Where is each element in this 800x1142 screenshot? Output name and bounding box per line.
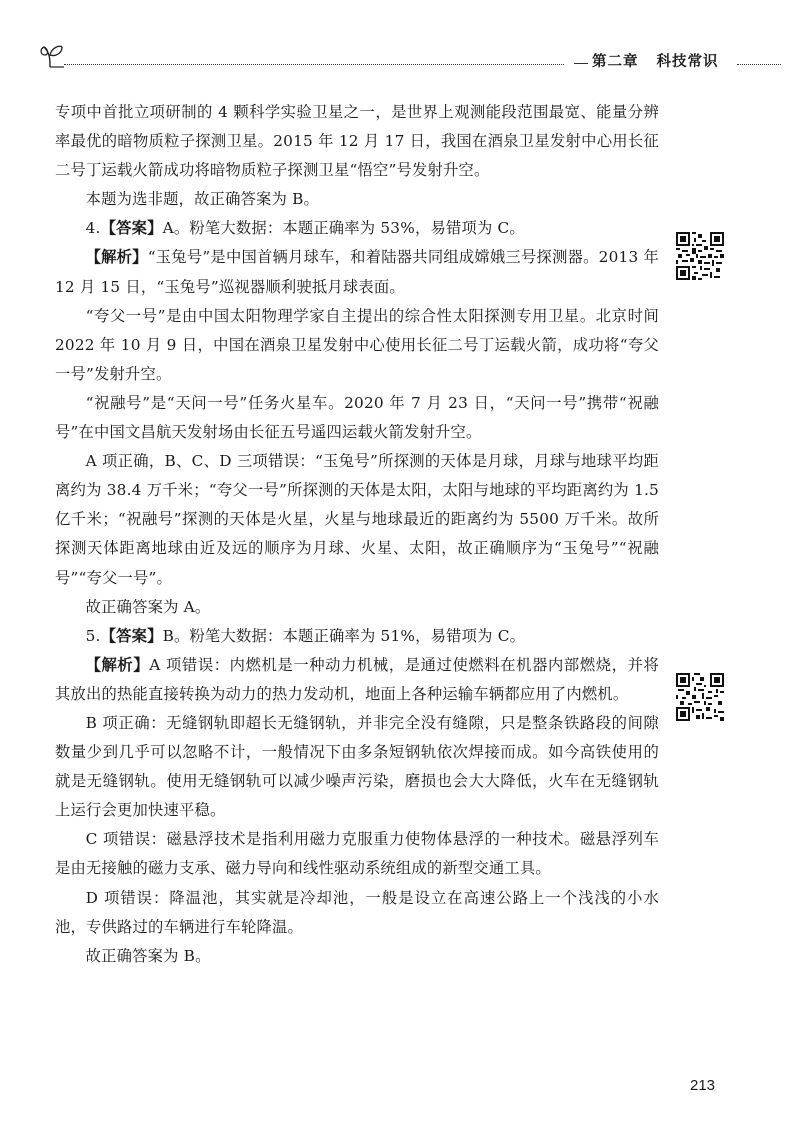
paragraph: A 项正确，B、C、D 三项错误：“玉兔号”所探测的天体是月球，月球与地球平均距离约为 38.4 万千米；“夸父一号”所探测的天体是太阳，太阳与地球的平均距离约为 1.5 亿千米；“祝融号”探测的天体是火星，火星与地球最近的距离约为 5500 万千米。故所探测天体距离地球由近及远的顺序为月球、火星、太阳，故正确顺序为“玉兔号”“祝融号”“夸父一号”。 xyxy=(55,452,659,587)
paragraph: “祝融号”是“天问一号”任务火星车。2020 年 7 月 23 日，“天问一号”携带“祝融号”在中国文昌航天发射场由长征五号遥四运载火箭发射升空。 xyxy=(55,393,659,442)
header-rule-dash xyxy=(574,63,588,64)
chapter-heading xyxy=(592,50,719,71)
header-rule-left xyxy=(64,64,564,65)
answer-tag: 【答案】 xyxy=(100,219,163,238)
analysis-4: 【解析】“玉兔号”是中国首辆月球车，和着陆器共同组成嫦娥三号探测器。2013 年 12 月 15 日，“玉兔号”巡视器顺利驶抵月球表面。 xyxy=(55,248,659,296)
page-header xyxy=(0,0,800,80)
answer-4: 4.【答案】A。粉笔大数据：本题正确率为 53%，易错项为 C。 xyxy=(85,219,525,238)
question-number: 4. xyxy=(85,219,101,238)
paragraph: 专项中首批立项研制的 4 颗科学实验卫星之一，是世界上观测能段范围最宽、能量分辨率最优的暗物质粒子探测卫星。2015 年 12 月 17 日，我国在酒泉卫星发射中心用长征二号丁运载火箭成功将暗物质粒子探测卫星“悟空”号发射升空。 xyxy=(55,103,659,180)
paragraph: 故正确答案为 B。 xyxy=(85,946,211,965)
header-rule-right xyxy=(737,64,781,65)
qr-code-question-4[interactable] xyxy=(676,232,724,280)
page-number: 213 xyxy=(690,1077,716,1094)
leaf-icon xyxy=(38,41,64,69)
page-body xyxy=(55,98,659,971)
chapter-label: 第二章 xyxy=(592,54,639,70)
answer-tag: 【答案】 xyxy=(100,626,163,645)
paragraph: 故正确答案为 A。 xyxy=(85,597,211,616)
qr-code-icon xyxy=(676,673,724,721)
paragraph: 本题为选非题，故正确答案为 B。 xyxy=(85,190,320,209)
qr-code-question-5[interactable] xyxy=(676,673,724,721)
analysis-tag: 【解析】 xyxy=(85,655,150,674)
paragraph: B 项正确：无缝钢轨即超长无缝钢轨，并非完全没有缝隙，只是整条铁路段的间隙数量少到几乎可以忽略不计，一般情况下由多条短钢轨依次焊接而成。如今高铁使用的就是无缝钢轨。使用无缝钢轨可以减少噪声污染，磨损也会大大降低，火车在无缝钢轨上运行会更加快速平稳。 xyxy=(55,713,659,820)
paragraph: C 项错误：磁悬浮技术是指利用磁力克服重力使物体悬浮的一种技术。磁悬浮列车是由无接触的磁力支承、磁力导向和线性驱动系统组成的新型交通工具。 xyxy=(55,830,659,878)
chapter-title: 科技常识 xyxy=(656,54,719,70)
paragraph: D 项错误：降温池，其实就是冷却池，一般是设立在高速公路上一个浅浅的小水池，专供路过的车辆进行车轮降温。 xyxy=(55,888,659,936)
question-number: 5. xyxy=(85,626,101,645)
analysis-5: 【解析】A 项错误：内燃机是一种动力机械，是通过使燃料在机器内部燃烧，并将其放出的热能直接转换为动力的热力发动机，地面上各种运输车辆都应用了内燃机。 xyxy=(55,655,659,703)
analysis-tag: 【解析】 xyxy=(85,248,148,267)
answer-5: 5.【答案】B。粉笔大数据：本题正确率为 51%，易错项为 C。 xyxy=(85,626,526,645)
paragraph: “夸父一号”是由中国太阳物理学家自主提出的综合性太阳探测专用卫星。北京时间 2022 年 10 月 9 日，中国在酒泉卫星发射中心使用长征二号丁运载火箭，成功将“夸父一号”发射升空。 xyxy=(55,306,659,383)
qr-code-icon xyxy=(676,232,724,280)
